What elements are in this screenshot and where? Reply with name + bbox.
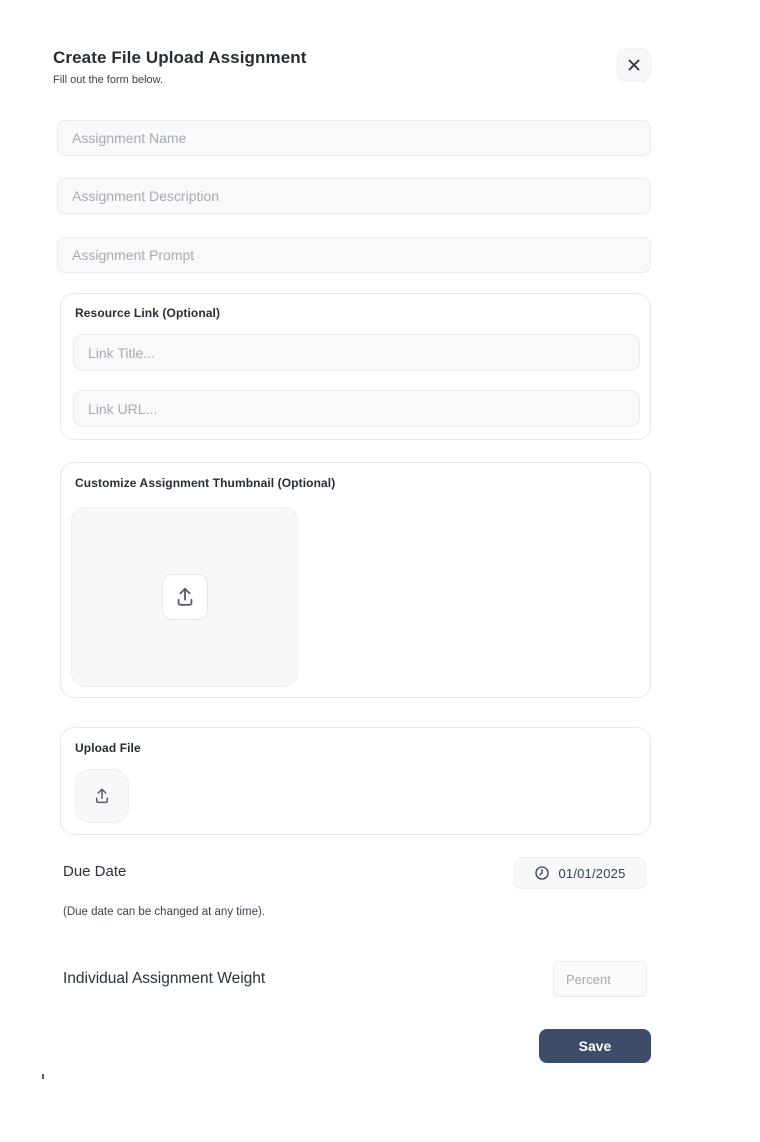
save-button[interactable]: Save [539,1029,651,1063]
close-button[interactable] [617,48,651,82]
page-title: Create File Upload Assignment [53,48,307,67]
link-title-input[interactable] [73,334,640,371]
page-subtitle: Fill out the form below. [53,74,164,86]
upload-icon [93,787,111,805]
close-icon [627,58,641,72]
due-date-value: 01/01/2025 [558,865,626,881]
thumbnail-upload-button[interactable] [162,574,208,620]
upload-file-button[interactable] [75,769,129,823]
link-url-input[interactable] [73,390,640,427]
assignment-description-input[interactable] [57,178,651,214]
upload-file-label: Upload File [75,741,141,755]
due-date-picker-button[interactable] [514,857,646,889]
assignment-weight-label: Individual Assignment Weight [63,970,266,987]
upload-file-section [60,727,651,835]
resource-link-label: Resource Link (Optional) [75,306,221,320]
assignment-name-input[interactable] [57,120,651,156]
resource-link-section [60,293,651,440]
thumbnail-section [60,462,651,698]
clock-icon [534,865,550,881]
assignment-prompt-input[interactable] [57,237,651,273]
due-date-label: Due Date [63,863,127,880]
stray-mark [42,1074,44,1079]
thumbnail-dropzone[interactable] [71,507,298,687]
due-date-note: (Due date can be changed at any time). [63,906,266,918]
thumbnail-label: Customize Assignment Thumbnail (Optional) [75,476,336,490]
upload-icon [174,586,196,608]
weight-percent-input[interactable] [553,961,647,997]
